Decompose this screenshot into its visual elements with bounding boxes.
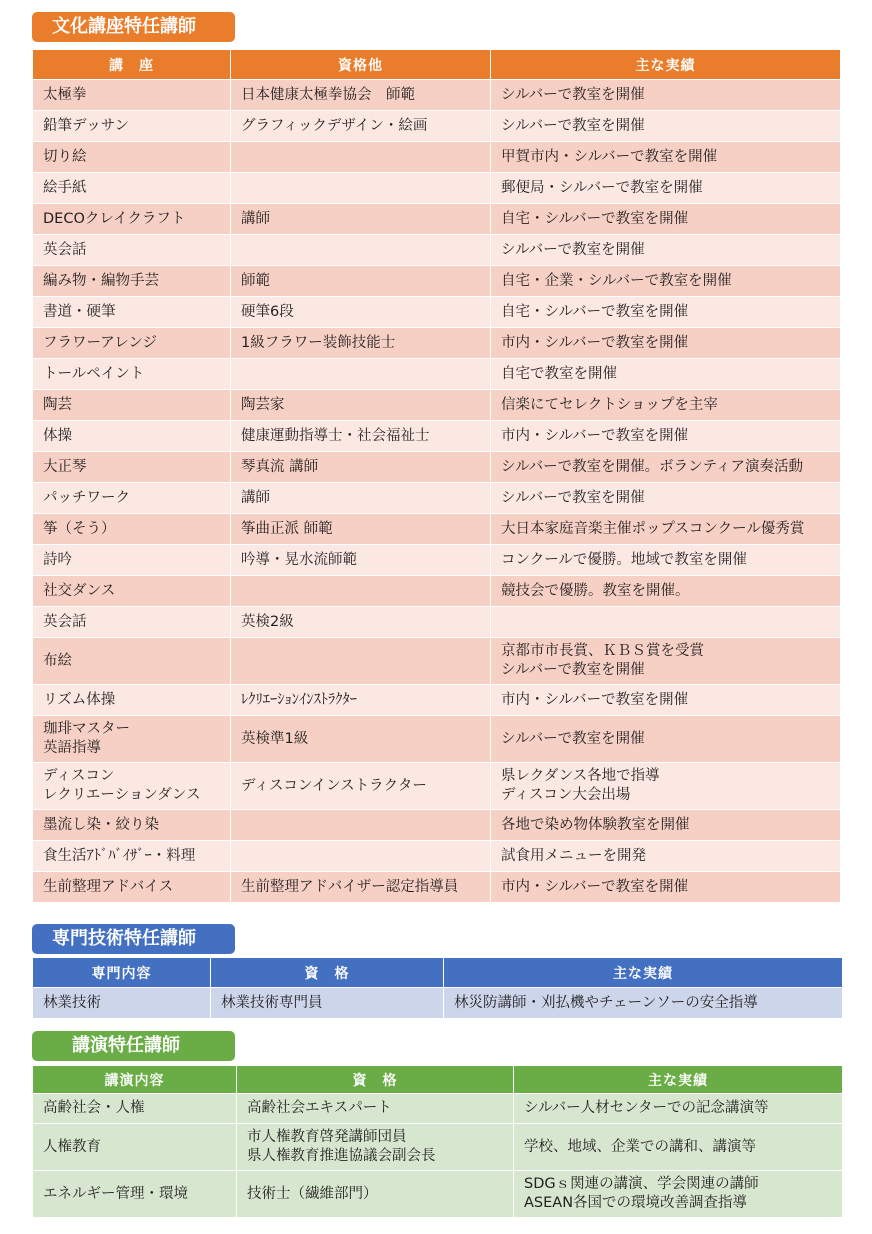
culture-table-row (33, 173, 841, 204)
culture-header-qualification: 資格他 (231, 50, 491, 80)
culture-table-row (33, 328, 841, 359)
lecture-table-row (33, 1094, 843, 1124)
culture-cell-achievements: 自宅で教室を開催 (491, 359, 841, 390)
lecture-cell-qualification: 市人権教育啓発講師団員 県人権教育推進協議会副会長 (237, 1124, 514, 1171)
culture-cell-course: パッチワーク (33, 483, 231, 514)
lecture-cell-course: エネルギー管理・環境 (33, 1171, 237, 1218)
culture-cell-achievements: 自宅・企業・シルバーで教室を開催 (491, 266, 841, 297)
culture-cell-achievements: 市内・シルバーで教室を開催 (491, 421, 841, 452)
technical-header-qualification: 資 格 (211, 958, 444, 988)
culture-cell-achievements: 甲賀市内・シルバーで教室を開催 (491, 142, 841, 173)
culture-cell-qualification (231, 638, 491, 685)
culture-cell-qualification: 筝曲正派 師範 (231, 514, 491, 545)
lecture-table (32, 1065, 843, 1218)
culture-cell-achievements: 試食用メニューを開発 (491, 841, 841, 872)
culture-table (32, 49, 841, 903)
culture-cell-qualification: 英検2級 (231, 607, 491, 638)
culture-cell-qualification: 1級フラワー装飾技能士 (231, 328, 491, 359)
culture-table-row (33, 266, 841, 297)
culture-cell-course: 筝（そう） (33, 514, 231, 545)
culture-table-row (33, 810, 841, 841)
culture-cell-achievements: シルバーで教室を開催 (491, 716, 841, 763)
culture-cell-course: 体操 (33, 421, 231, 452)
culture-cell-qualification (231, 810, 491, 841)
culture-cell-achievements: 大日本家庭音楽主催ポップスコンクール優秀賞 (491, 514, 841, 545)
culture-table-row (33, 483, 841, 514)
culture-cell-achievements (491, 607, 841, 638)
culture-cell-course: 食生活ｱﾄﾞﾊﾞｲｻﾞｰ・料理 (33, 841, 231, 872)
lecture-cell-achievements: SDGｓ関連の講演、学会関連の講師 ASEAN各国での環境改善調査指導 (514, 1171, 843, 1218)
culture-cell-achievements: シルバーで教室を開催 (491, 483, 841, 514)
culture-table-row (33, 359, 841, 390)
culture-table-row (33, 685, 841, 716)
technical-header-achievements: 主な実績 (444, 958, 843, 988)
technical-cell-course: 林業技術 (33, 988, 211, 1019)
technical-table (32, 957, 843, 1019)
culture-cell-qualification (231, 359, 491, 390)
culture-cell-course: 陶芸 (33, 390, 231, 421)
culture-cell-achievements: シルバーで教室を開催 (491, 111, 841, 142)
culture-cell-course: 布絵 (33, 638, 231, 685)
culture-cell-achievements: シルバーで教室を開催 (491, 235, 841, 266)
technical-cell-qualification: 林業技術専門員 (211, 988, 444, 1019)
culture-cell-achievements: 市内・シルバーで教室を開催 (491, 685, 841, 716)
technical-table-row (33, 988, 843, 1019)
lecture-cell-qualification: 技術士（繊維部門） (237, 1171, 514, 1218)
culture-section-title: 文化講座特任講師 (32, 12, 235, 42)
culture-cell-course: 英会話 (33, 607, 231, 638)
culture-cell-achievements: 自宅・シルバーで教室を開催 (491, 297, 841, 328)
culture-cell-achievements: 郵便局・シルバーで教室を開催 (491, 173, 841, 204)
culture-table-row (33, 390, 841, 421)
culture-cell-achievements: 自宅・シルバーで教室を開催 (491, 204, 841, 235)
culture-table-row (33, 452, 841, 483)
culture-cell-qualification: グラフィックデザイン・絵画 (231, 111, 491, 142)
culture-cell-course: 切り絵 (33, 142, 231, 173)
culture-cell-course: 絵手紙 (33, 173, 231, 204)
technical-header-content: 専門内容 (33, 958, 211, 988)
culture-cell-course: 珈琲マスター 英語指導 (33, 716, 231, 763)
culture-cell-course: 墨流し染・絞り染 (33, 810, 231, 841)
culture-cell-qualification: 講師 (231, 204, 491, 235)
culture-cell-qualification (231, 173, 491, 204)
culture-header-achievements: 主な実績 (491, 50, 841, 80)
culture-table-row (33, 111, 841, 142)
culture-cell-achievements: 市内・シルバーで教室を開催 (491, 872, 841, 903)
culture-table-row (33, 841, 841, 872)
culture-cell-course: 生前整理アドバイス (33, 872, 231, 903)
culture-cell-qualification: 生前整理アドバイザー認定指導員 (231, 872, 491, 903)
culture-cell-course: 書道・硬筆 (33, 297, 231, 328)
culture-cell-course: リズム体操 (33, 685, 231, 716)
culture-table-row (33, 421, 841, 452)
lecture-cell-achievements: 学校、地域、企業での講和、講演等 (514, 1124, 843, 1171)
technical-section-title: 専門技術特任講師 (32, 924, 235, 954)
culture-cell-qualification: 琴真流 講師 (231, 452, 491, 483)
lecture-cell-course: 高齢社会・人権 (33, 1094, 237, 1124)
culture-cell-achievements: 競技会で優勝。教室を開催。 (491, 576, 841, 607)
culture-cell-achievements: 各地で染め物体験教室を開催 (491, 810, 841, 841)
culture-cell-achievements: シルバーで教室を開催。ボランティア演奏活動 (491, 452, 841, 483)
lecture-cell-qualification: 高齢社会エキスパート (237, 1094, 514, 1124)
culture-cell-qualification: 英検準1級 (231, 716, 491, 763)
culture-table-row (33, 872, 841, 903)
culture-cell-achievements: シルバーで教室を開催 (491, 80, 841, 111)
culture-cell-qualification: 陶芸家 (231, 390, 491, 421)
culture-cell-qualification: 硬筆6段 (231, 297, 491, 328)
culture-table-row (33, 235, 841, 266)
culture-table-row (33, 80, 841, 111)
lecture-header-achievements: 主な実績 (514, 1066, 843, 1094)
culture-cell-qualification: ﾚｸﾘｴｰｼｮﾝｲﾝｽﾄﾗｸﾀｰ (231, 685, 491, 716)
culture-cell-course: ディスコン レクリエーションダンス (33, 763, 231, 810)
culture-cell-course: 英会話 (33, 235, 231, 266)
culture-cell-qualification (231, 142, 491, 173)
culture-table-row (33, 576, 841, 607)
culture-cell-achievements: コンクールで優勝。地域で教室を開催 (491, 545, 841, 576)
culture-header-course: 講 座 (33, 50, 231, 80)
culture-table-row (33, 763, 841, 810)
culture-cell-course: トールペイント (33, 359, 231, 390)
lecture-cell-course: 人権教育 (33, 1124, 237, 1171)
culture-cell-achievements: 県レクダンス各地で指導 ディスコン大会出場 (491, 763, 841, 810)
culture-cell-course: 編み物・編物手芸 (33, 266, 231, 297)
lecture-header-qualification: 資 格 (237, 1066, 514, 1094)
culture-cell-course: 鉛筆デッサン (33, 111, 231, 142)
culture-cell-qualification: ディスコンインストラクター (231, 763, 491, 810)
lecture-table-row (33, 1171, 843, 1218)
culture-table-row (33, 716, 841, 763)
culture-table-row (33, 545, 841, 576)
culture-cell-course: DECOクレイクラフト (33, 204, 231, 235)
culture-cell-qualification: 師範 (231, 266, 491, 297)
lecture-section-title: 講演特任講師 (32, 1031, 235, 1061)
culture-table-row (33, 607, 841, 638)
culture-cell-qualification: 吟導・晃水流師範 (231, 545, 491, 576)
culture-cell-course: 社交ダンス (33, 576, 231, 607)
culture-cell-qualification: 日本健康太極拳協会 師範 (231, 80, 491, 111)
culture-table-row (33, 638, 841, 685)
culture-cell-course: 詩吟 (33, 545, 231, 576)
culture-cell-qualification (231, 235, 491, 266)
culture-table-row (33, 514, 841, 545)
culture-cell-course: 大正琴 (33, 452, 231, 483)
culture-cell-achievements: 京都市市長賞、ＫＢＳ賞を受賞 シルバーで教室を開催 (491, 638, 841, 685)
lecture-cell-achievements: シルバー人材センターでの記念講演等 (514, 1094, 843, 1124)
culture-cell-course: フラワーアレンジ (33, 328, 231, 359)
culture-table-row (33, 297, 841, 328)
culture-cell-qualification: 健康運動指導士・社会福祉士 (231, 421, 491, 452)
culture-cell-achievements: 信楽にてセレクトショップを主宰 (491, 390, 841, 421)
culture-cell-qualification (231, 576, 491, 607)
lecture-header-content: 講演内容 (33, 1066, 237, 1094)
culture-cell-course: 太極拳 (33, 80, 231, 111)
technical-cell-achievements: 林災防講師・刈払機やチェーンソーの安全指導 (444, 988, 843, 1019)
culture-table-row (33, 204, 841, 235)
culture-cell-qualification: 講師 (231, 483, 491, 514)
culture-cell-qualification (231, 841, 491, 872)
lecture-table-row (33, 1124, 843, 1171)
culture-cell-achievements: 市内・シルバーで教室を開催 (491, 328, 841, 359)
culture-table-row (33, 142, 841, 173)
